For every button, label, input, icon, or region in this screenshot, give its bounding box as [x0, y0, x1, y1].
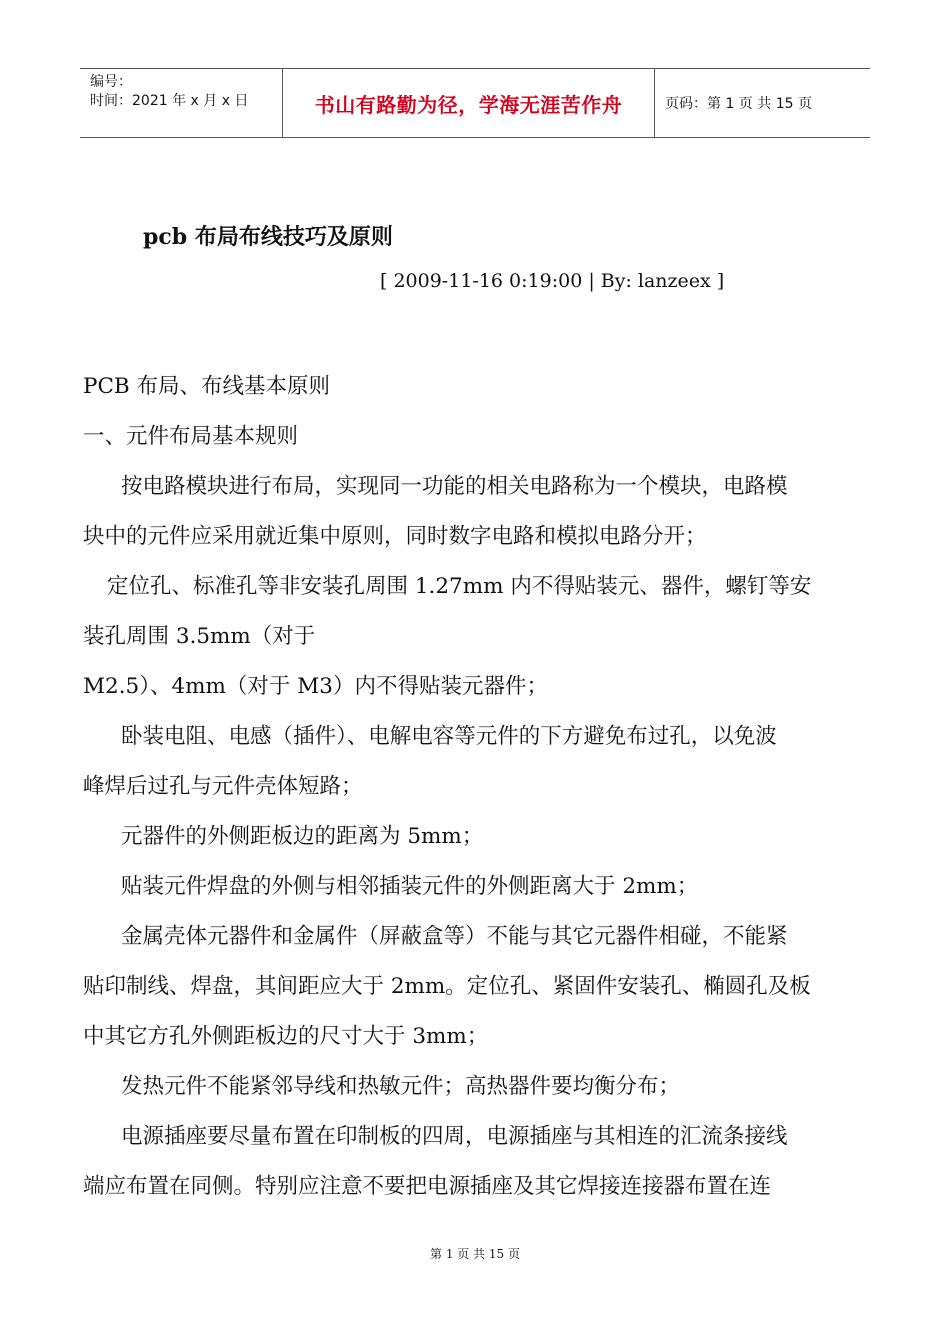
body-line: 块中的元件应采用就近集中原则，同时数字电路和模拟电路分开；: [83, 524, 707, 549]
body-line: 贴装元件焊盘的外侧与相邻插装元件的外侧距离大于 2mm；: [121, 874, 699, 899]
body-line: 元器件的外侧距板边的距离为 5mm；: [121, 824, 484, 849]
article-title: pcb 布局布线技巧及原则: [143, 224, 393, 250]
body-line: 按电路模块进行布局，实现同一功能的相关电路称为一个模块，电路模: [121, 474, 788, 499]
article-meta: [ 2009-11-16 0:19:00 | By: lanzeex ]: [380, 270, 725, 292]
document-time-label: 时间：2021 年 x 月 x 日: [90, 93, 249, 109]
header-info-cell: [80, 69, 282, 137]
body-line: 峰焊后过孔与元件壳体短路；: [83, 774, 363, 799]
page-footer: 第 1 页 共 15 页: [430, 1247, 520, 1261]
body-line: 装孔周围 3.5mm（对于: [83, 624, 316, 649]
page-number-label: 页码：第 1 页 共 15 页: [665, 96, 812, 112]
body-line: 端应布置在同侧。特别应注意不要把电源插座及其它焊接连接器布置在连: [83, 1174, 772, 1199]
motto-text: 书山有路勤为径，学海无涯苦作舟: [314, 92, 623, 117]
body-line: 发热元件不能紧邻导线和热敏元件；高热器件要均衡分布；: [121, 1074, 681, 1099]
subsection-heading: 一、元件布局基本规则: [83, 424, 299, 449]
body-line: M2.5）、4mm（对于 M3）内不得贴装元器件；: [83, 674, 548, 699]
document-number-label: 编号：: [90, 74, 132, 90]
header-motto-cell: [282, 69, 655, 137]
section-heading: PCB 布局、布线基本原则: [83, 374, 331, 399]
body-line: 卧装电阻、电感（插件）、电解电容等元件的下方避免布过孔，以免波: [121, 724, 777, 749]
body-line: 定位孔、标准孔等非安装孔周围 1.27mm 内不得贴装元、器件，螺钉等安: [107, 574, 812, 599]
header-table: [80, 68, 870, 138]
body-line: 中其它方孔外侧距板边的尺寸大于 3mm；: [83, 1024, 489, 1049]
body-line: 金属壳体元器件和金属件（屏蔽盒等）不能与其它元器件相碰，不能紧: [121, 924, 788, 949]
body-line: 贴印制线、焊盘，其间距应大于 2mm。定位孔、紧固件安装孔、椭圆孔及板: [83, 974, 811, 999]
body-line: 电源插座要尽量布置在印制板的四周，电源插座与其相连的汇流条接线: [121, 1124, 788, 1149]
header-page-cell: [655, 69, 870, 137]
article-body: [83, 362, 873, 1212]
